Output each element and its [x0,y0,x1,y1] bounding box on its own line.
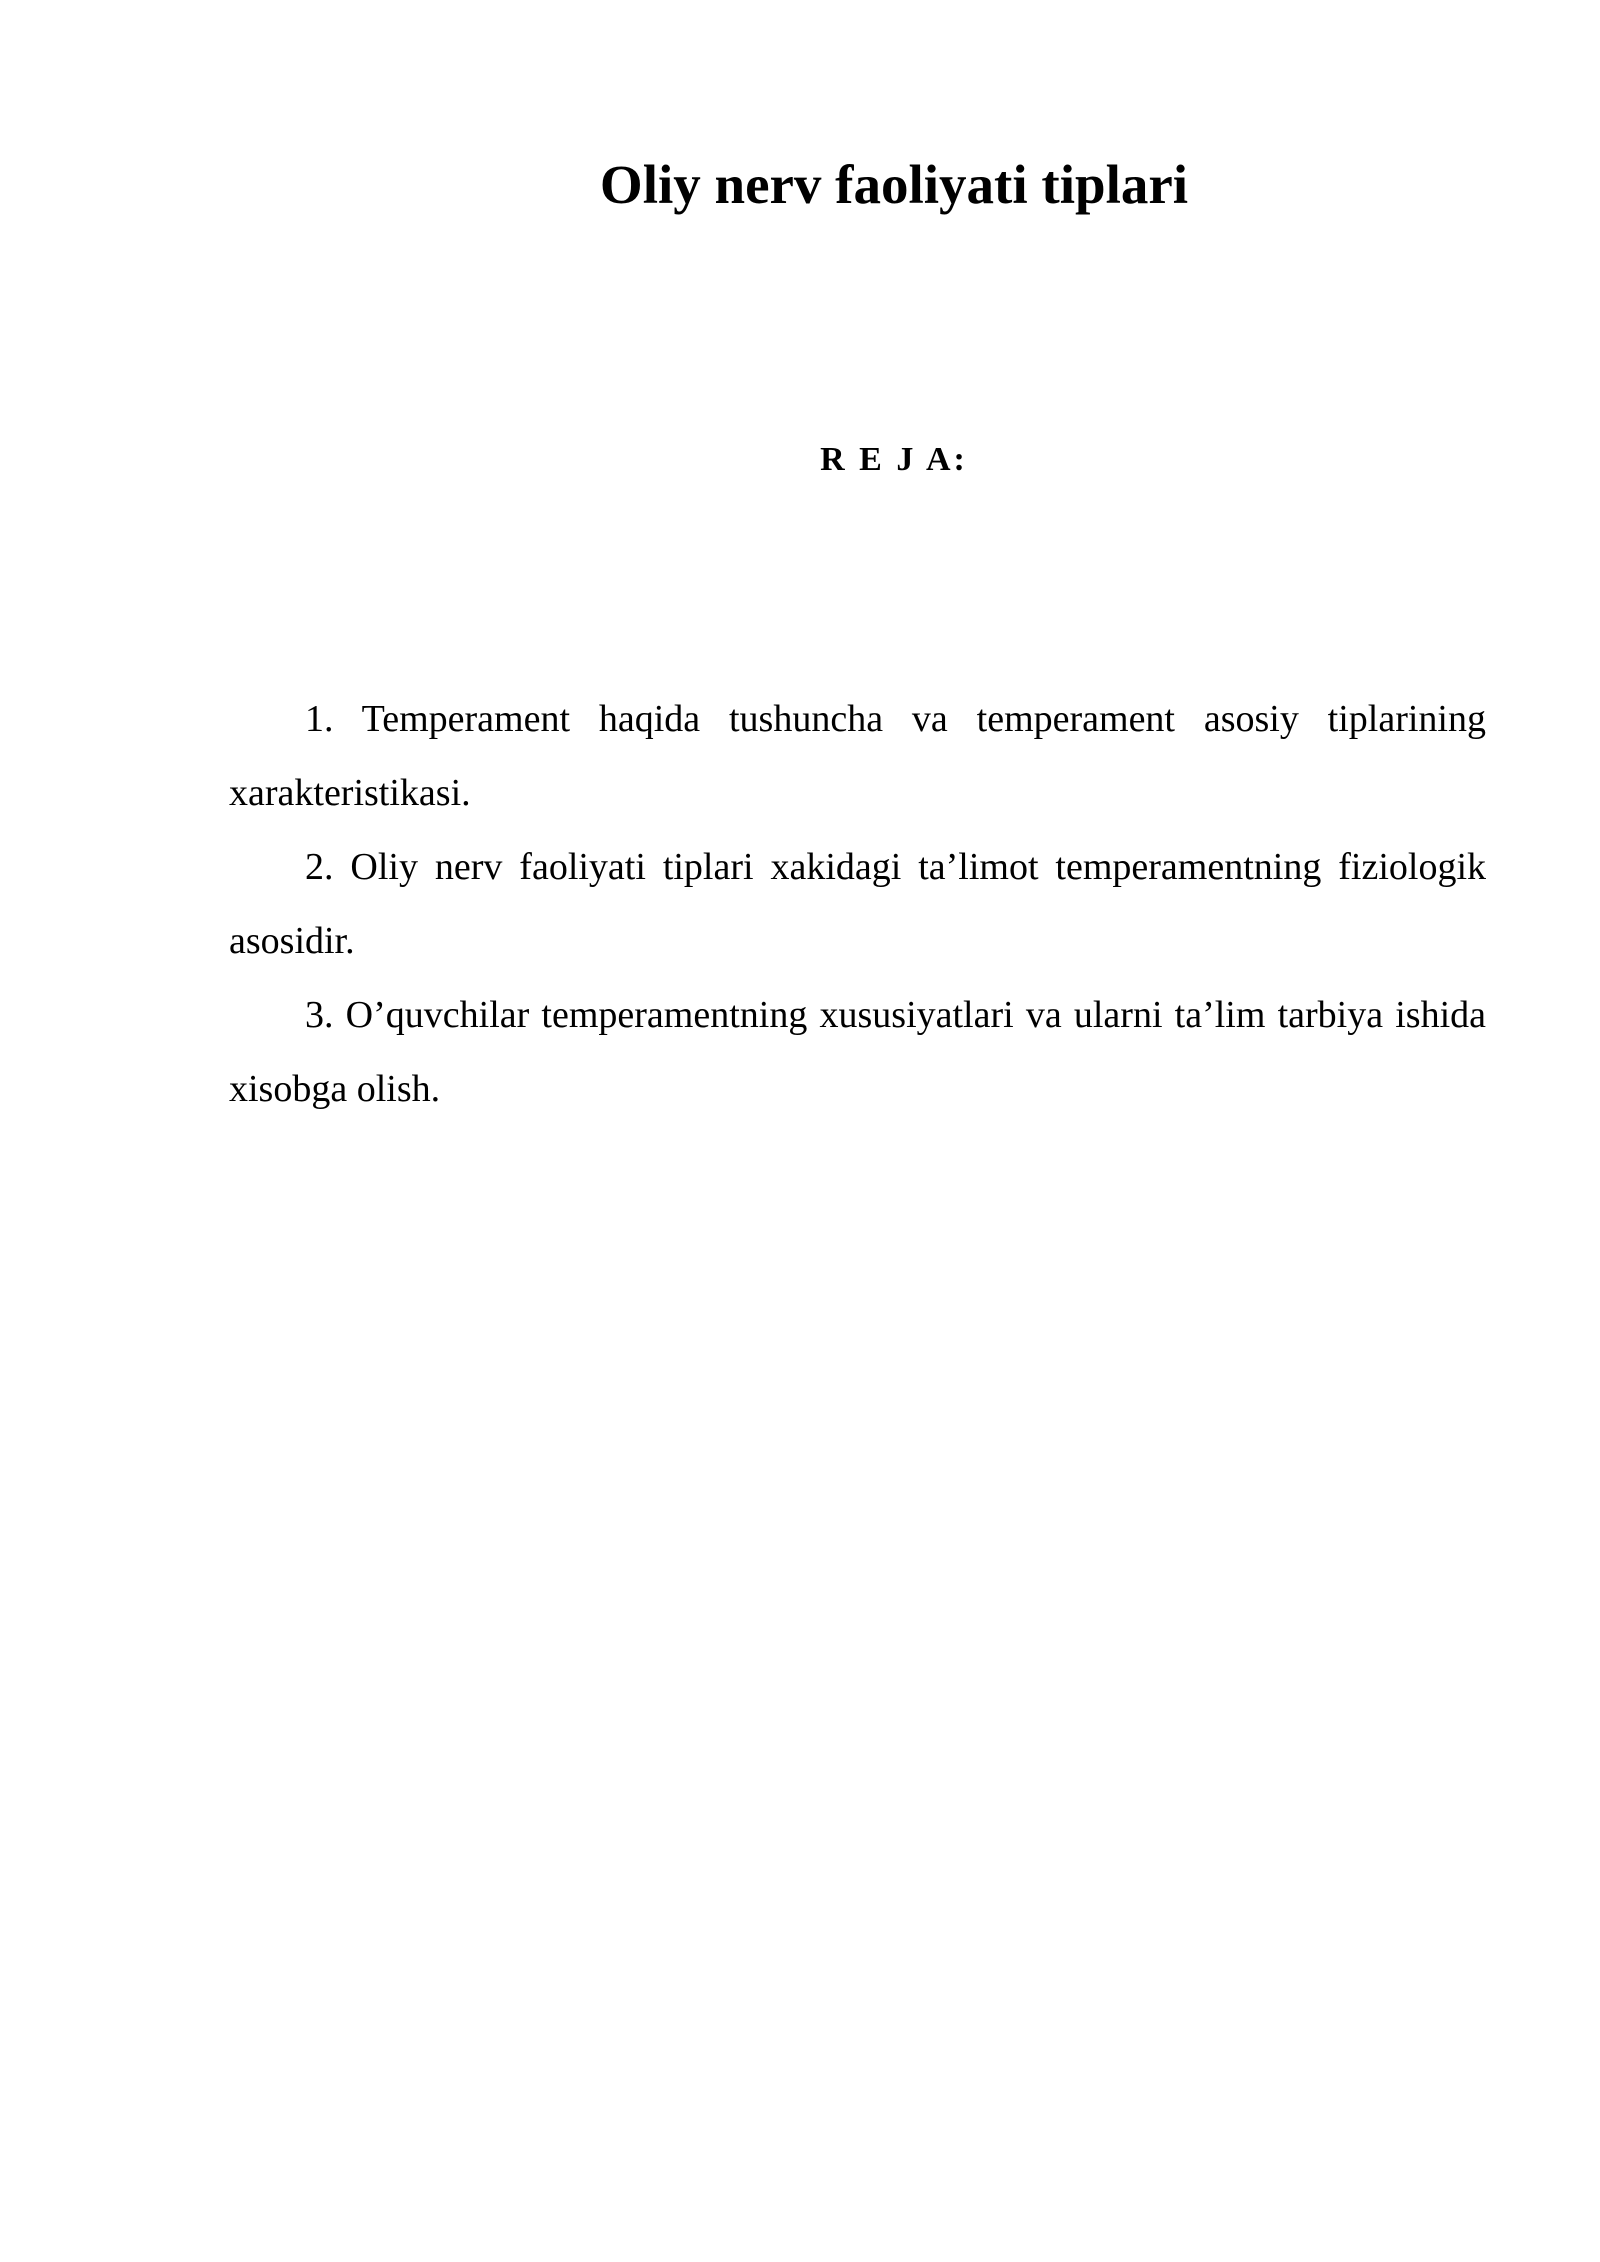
plan-item-2 [229,830,1486,978]
plan-item-1 [229,682,1486,830]
plan-heading: R E J A: [820,441,968,478]
plan-list [229,682,1486,1126]
plan-item-text: Temperament haqida tushuncha va temperament asosiy tiplarining xarakteristikasi. [229,698,1486,814]
plan-item-number: 1. [305,698,334,740]
plan-item-3 [229,978,1486,1126]
plan-item-number: 2. [305,846,334,888]
document-title: Oliy nerv faoliyati tiplari [599,154,1189,215]
plan-item-text: O’quvchilar temperamentning xususiyatlari va ularni ta’lim tarbiya ishida xisobga olish. [229,994,1487,1110]
plan-item-number: 3. [305,994,334,1036]
plan-item-text: Oliy nerv faoliyati tiplari xakidagi ta’limot temperamentning fiziologik asosidir. [229,846,1486,962]
